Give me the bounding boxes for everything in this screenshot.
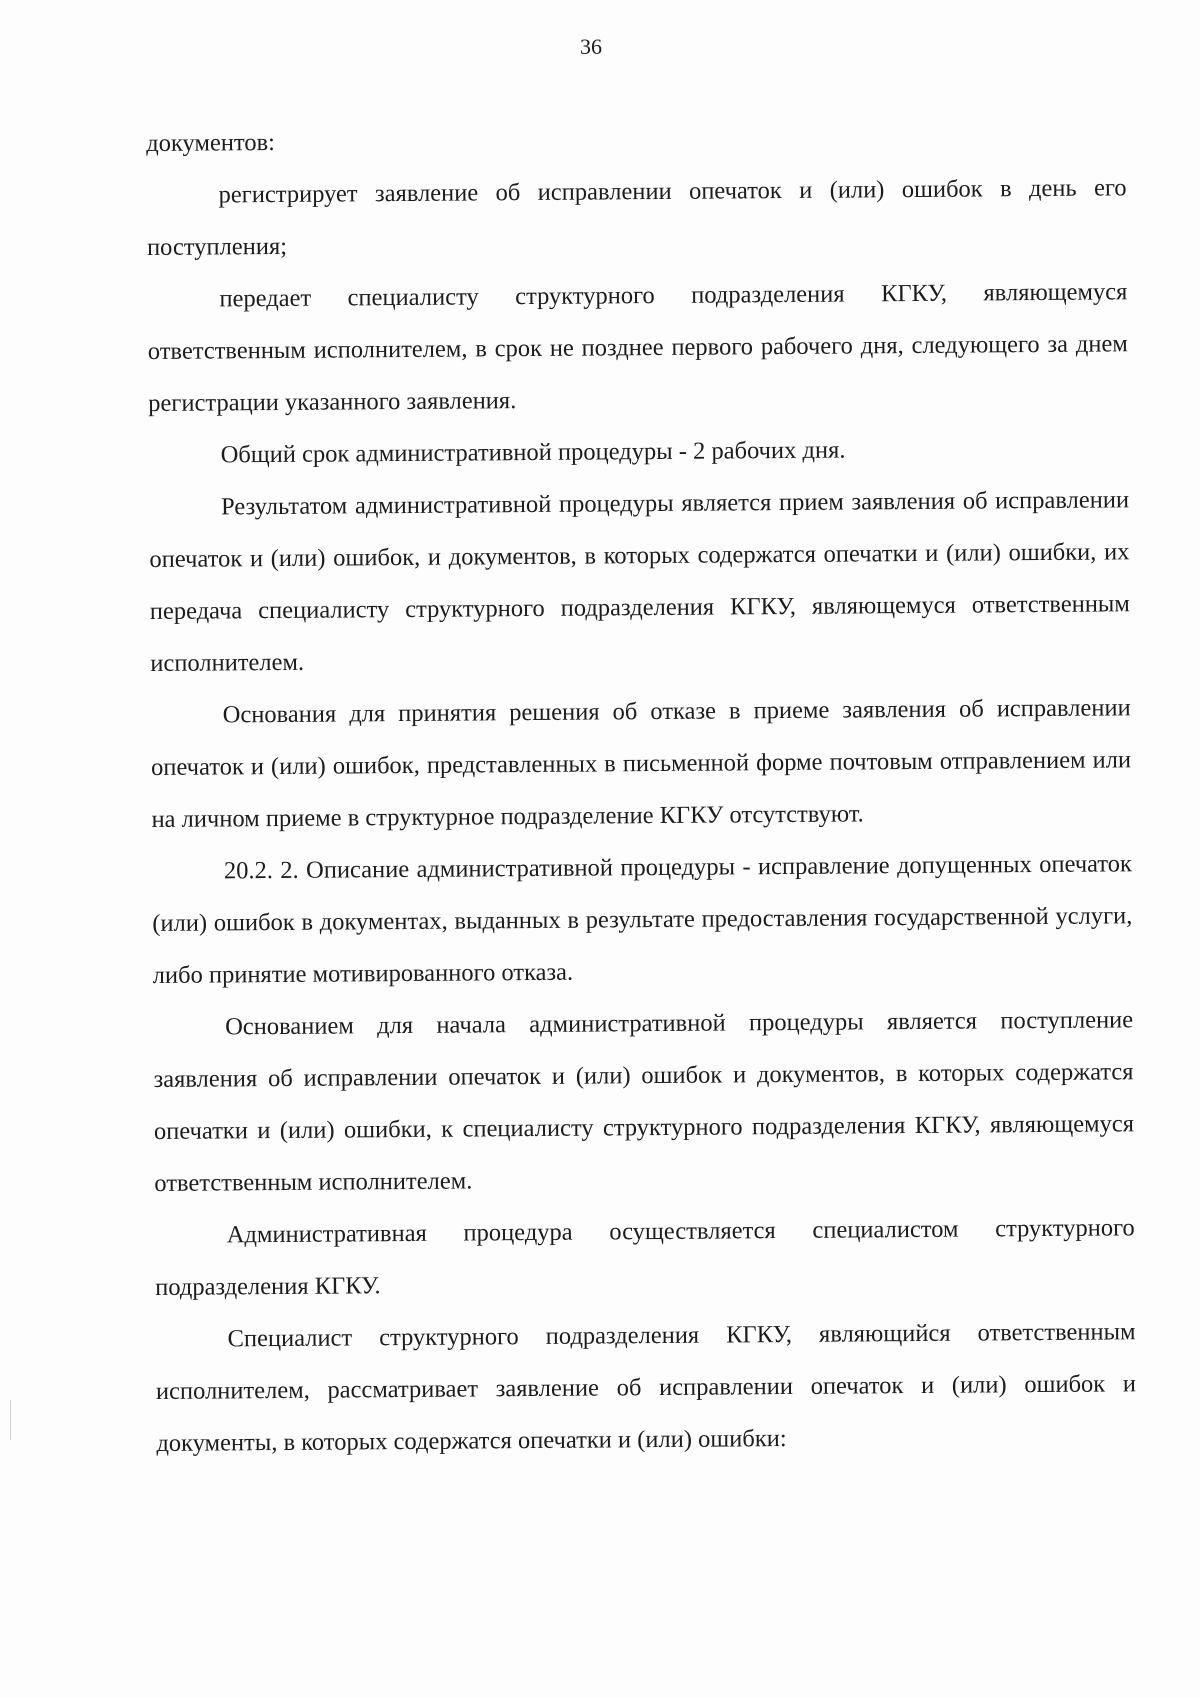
paragraph-3: передает специалисту структурного подразделения КГКУ, являющемуся ответственным исполнителем, в срок не позднее первого рабочего дня, следующего за днем регистрации указанного заявления. — [147, 278, 1128, 417]
paragraph-5: Результатом административной процедуры является прием заявления об исправлении опечаток и (или) ошибок, и документов, в которых содержатся опечатки и (или) ошибки, их передача специалисту структурного подразделения КГКУ, являющемуся ответственным исполнителем. — [149, 486, 1130, 677]
paragraph-10: Специалист структурного подразделения КГКУ, являющийся ответственным исполнителем, рассматривает заявление об исправлении опечаток и (или) ошибок и документы, в которых содержатся опечатки и (или) ошибки: — [155, 1318, 1137, 1457]
paragraph-4: Общий срок административной процедуры - 2 рабочих дня. — [220, 436, 846, 469]
paragraph-8: Основанием для начала административной процедуры является поступление заявления об исправлении опечаток и (или) ошибок и документов, в которых содержатся опечатки и (или) ошибки, к специалисту структурного подразделения КГКУ, являющемуся ответственным исполнителем. — [153, 1006, 1135, 1197]
paragraph-2: регистрирует заявление об исправлении опечаток и (или) ошибок в день его поступления; — [146, 174, 1127, 261]
paragraph-1: документов: — [146, 128, 276, 157]
paragraph-9: Административная процедура осуществляется специалистом структурного подразделения КГКУ. — [155, 1214, 1135, 1301]
scan-margin-mark — [10, 1400, 11, 1440]
document-text — [146, 110, 1137, 1470]
paragraph-6: Основания для принятия решения об отказе в приеме заявления об исправлении опечаток и (или) ошибок, представленных в письменной форме почтовым отправлением или на личном приеме в структурное подразделение КГКУ отсутствуют. — [150, 694, 1132, 833]
paragraph-7: 20.2. 2. Описание административной процедуры - исправление допущенных опечаток (или) ошибок в документах, выданных в результате предоставления государственной услуги, либо принятие мотивированного отказа. — [152, 850, 1133, 989]
page-number: 36 — [580, 34, 602, 59]
